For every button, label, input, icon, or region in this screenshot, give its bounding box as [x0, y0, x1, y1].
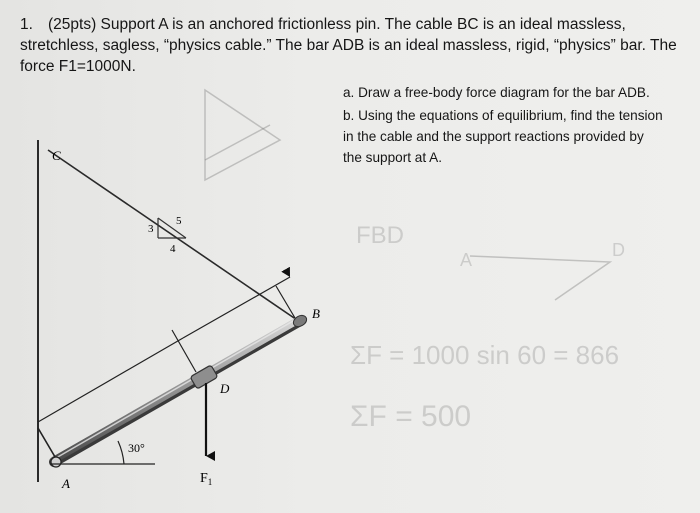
bar-adb [54, 317, 302, 462]
ghost-fbd: FBD [356, 222, 404, 249]
cable-bc [48, 150, 300, 322]
ghost-sum-x: ΣF = 500 [350, 400, 472, 433]
question-b: b. Using the equations of equilibrium, find the tension in the cable and the support reactions provided by the support at A. [343, 108, 663, 165]
angle-arc [118, 441, 124, 464]
ghost-sum-y: ΣF = 1000 sin 60 = 866 [350, 340, 620, 370]
problem-number: 1. [20, 16, 33, 33]
ghost-letter-d: D [612, 240, 625, 260]
question-a: a. Draw a free-body force diagram for the bar ADB. [343, 85, 650, 100]
point-c-label: C [52, 148, 61, 163]
point-b-label: B [312, 306, 320, 321]
ghost-triangle-sketch [205, 90, 610, 300]
point-a-label: A [62, 476, 70, 491]
angle-label: 30° [128, 441, 145, 455]
ghost-letter-a: A [460, 250, 473, 270]
force-f1-label [200, 471, 212, 487]
force-label: F [200, 471, 208, 486]
point-d-label: D [220, 381, 230, 396]
slope-run-label: 4 [170, 243, 176, 255]
problem-text: (25pts) Support A is an anchored frictionless pin. The cable BC is an ideal massless, stretchless, sagless, “physics cable.” The bar ADB is an ideal massless, rigid, “physics” bar. The force F1=1000N. [20, 16, 677, 75]
force-subscript: 1 [207, 477, 213, 487]
slope-hyp-label: 5 [176, 215, 182, 227]
slope-rise-label: 3 [148, 223, 154, 235]
